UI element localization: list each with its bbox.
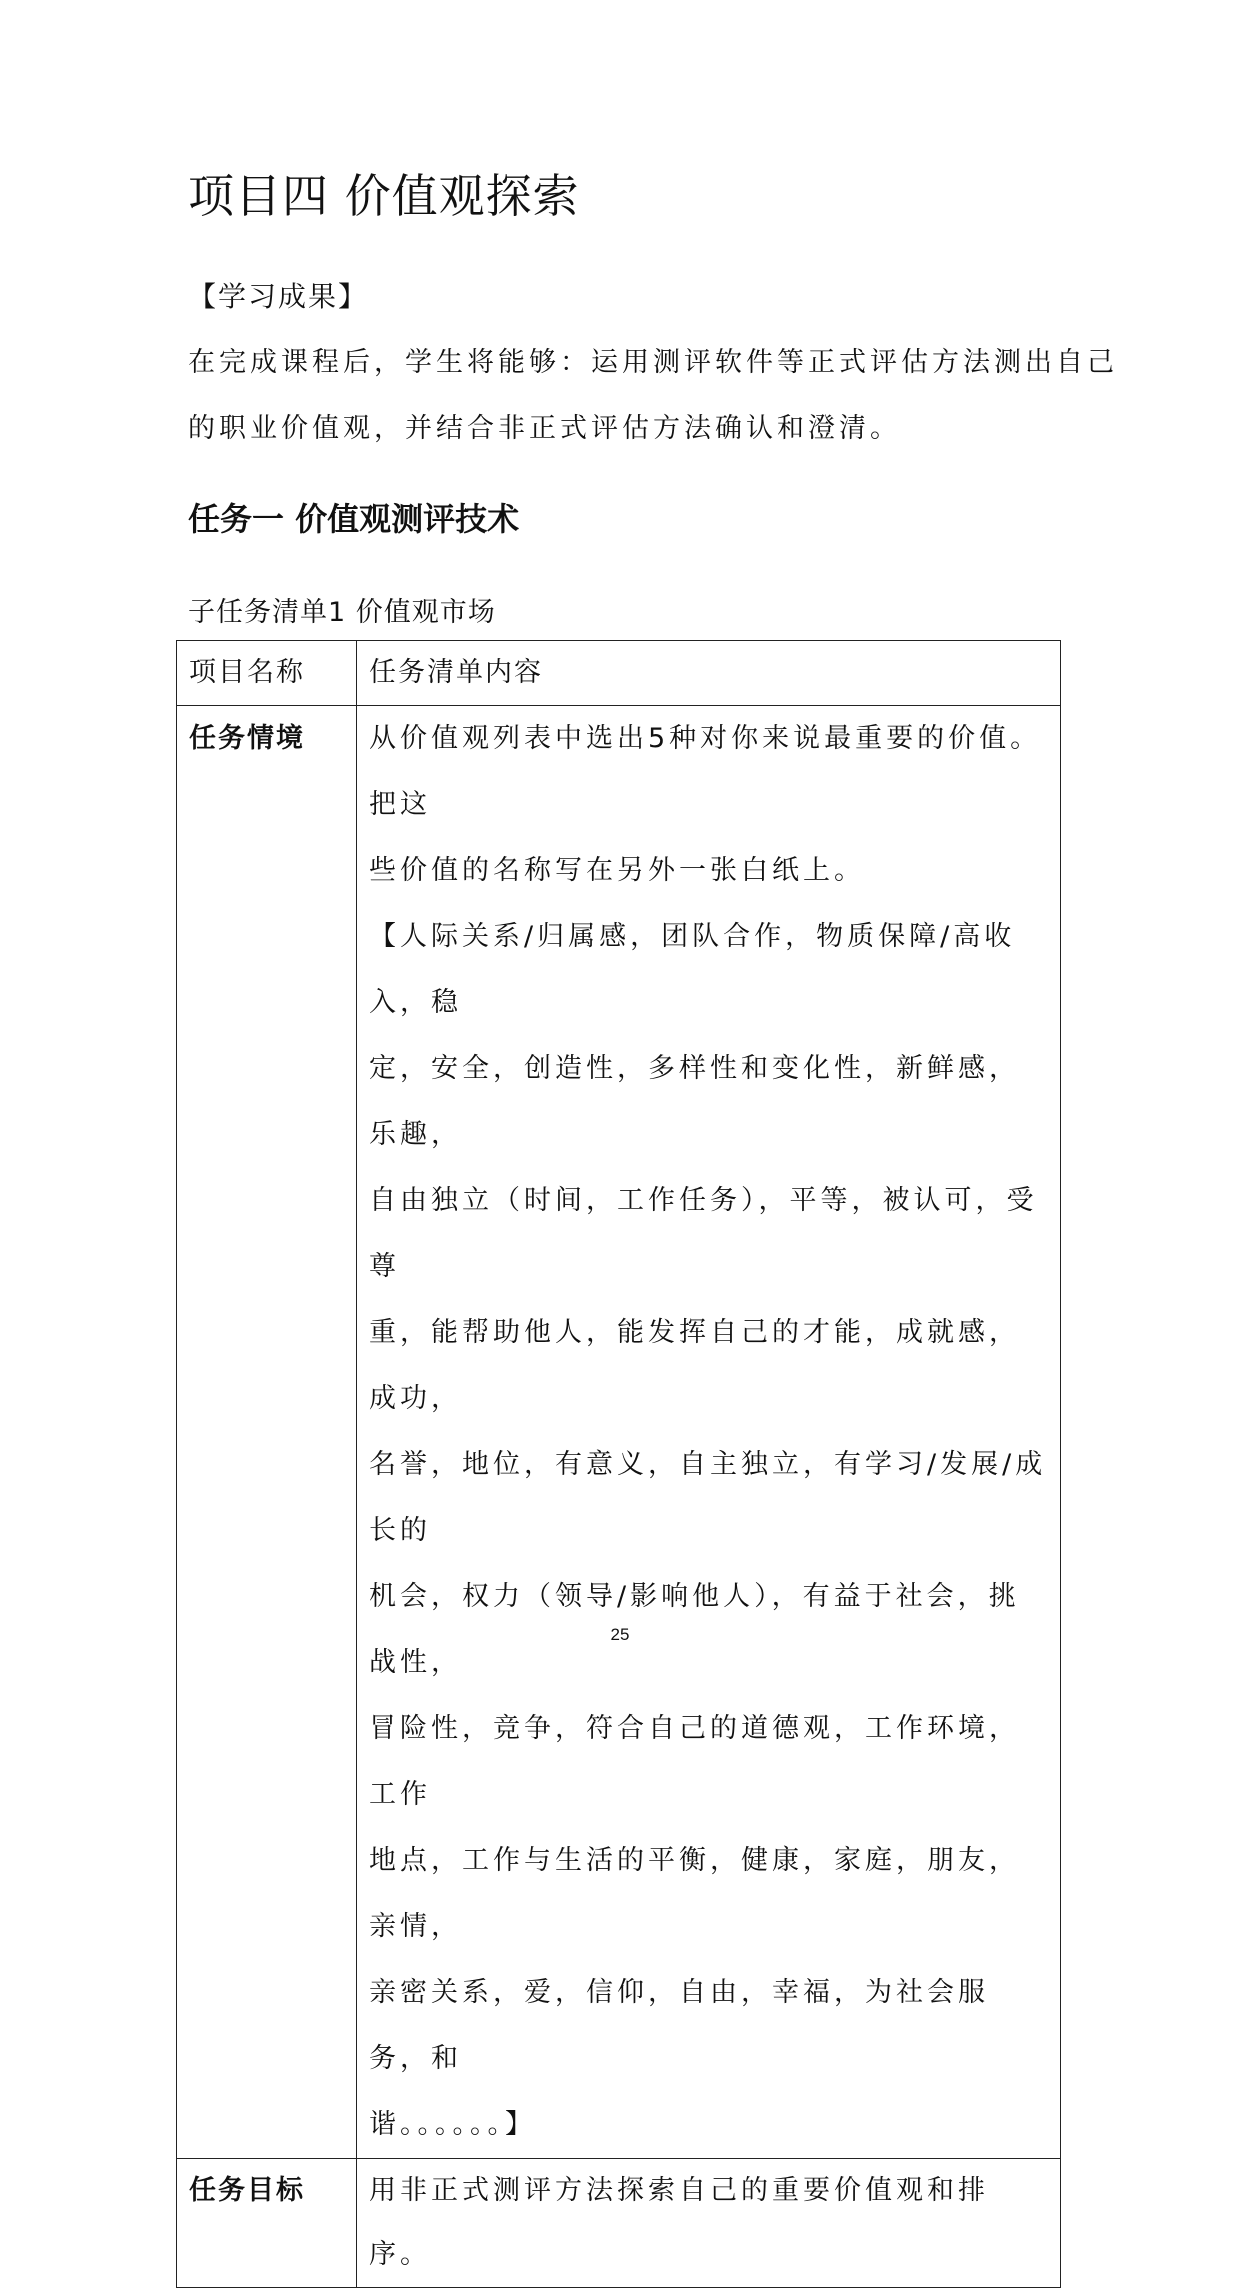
situation-line: 名誉，地位，有意义，自主独立，有学习/发展/成长的 [369,1449,1047,1546]
page-number: 25 [610,1625,630,1644]
learning-outcome-line: 在完成课程后，学生将能够：运用测评软件等正式评估方法测出自己 [188,347,1118,378]
situation-content [357,706,1061,2159]
situation-line: 些价值的名称写在另外一张白纸上。 [369,855,865,886]
situation-line: 重，能帮助他人，能发挥自己的才能，成就感，成功， [369,1317,1020,1414]
learning-outcome-label: 【学习成果】 [188,280,369,313]
task-heading: 任务一 价值观测评技术 [188,500,520,538]
goal-content: 用非正式测评方法探索自己的重要价值观和排序。 [357,2159,1061,2288]
situation-line: 自由独立（时间，工作任务），平等，被认可，受尊 [369,1185,1038,1282]
table-row-situation [177,706,1061,2159]
table-caption: 子任务清单1 价值观市场 [188,597,496,628]
task-table [176,640,1061,2288]
header-cell-content: 任务清单内容 [357,641,1061,706]
learning-outcome-text [188,330,1118,462]
goal-label: 任务目标 [177,2159,357,2288]
situation-line: 亲密关系，爱，信仰，自由，幸福，为社会服务，和 [369,1977,989,2074]
table-row-goal [177,2159,1061,2288]
situation-line: 【人际关系/归属感，团队合作，物质保障/高收入，稳 [369,921,1016,1018]
table-header-row [177,641,1061,706]
situation-line: 从价值观列表中选出5种对你来说最重要的价值。把这 [369,723,1042,820]
page-title: 项目四 价值观探索 [188,169,580,223]
situation-line: 机会，权力（领导/影响他人），有益于社会，挑战性， [369,1581,1020,1678]
situation-line: 冒险性，竞争，符合自己的道德观，工作环境，工作 [369,1713,1020,1810]
learning-outcome-line: 的职业价值观，并结合非正式评估方法确认和澄清。 [188,413,901,444]
situation-line: 地点，工作与生活的平衡，健康，家庭，朋友，亲情， [369,1845,1020,1942]
header-cell-item-name: 项目名称 [177,641,357,706]
situation-line: 谐。。。。。。】 [369,2109,536,2140]
situation-line: 定，安全，创造性，多样性和变化性，新鲜感，乐趣， [369,1053,1020,1150]
situation-label: 任务情境 [177,706,357,2159]
